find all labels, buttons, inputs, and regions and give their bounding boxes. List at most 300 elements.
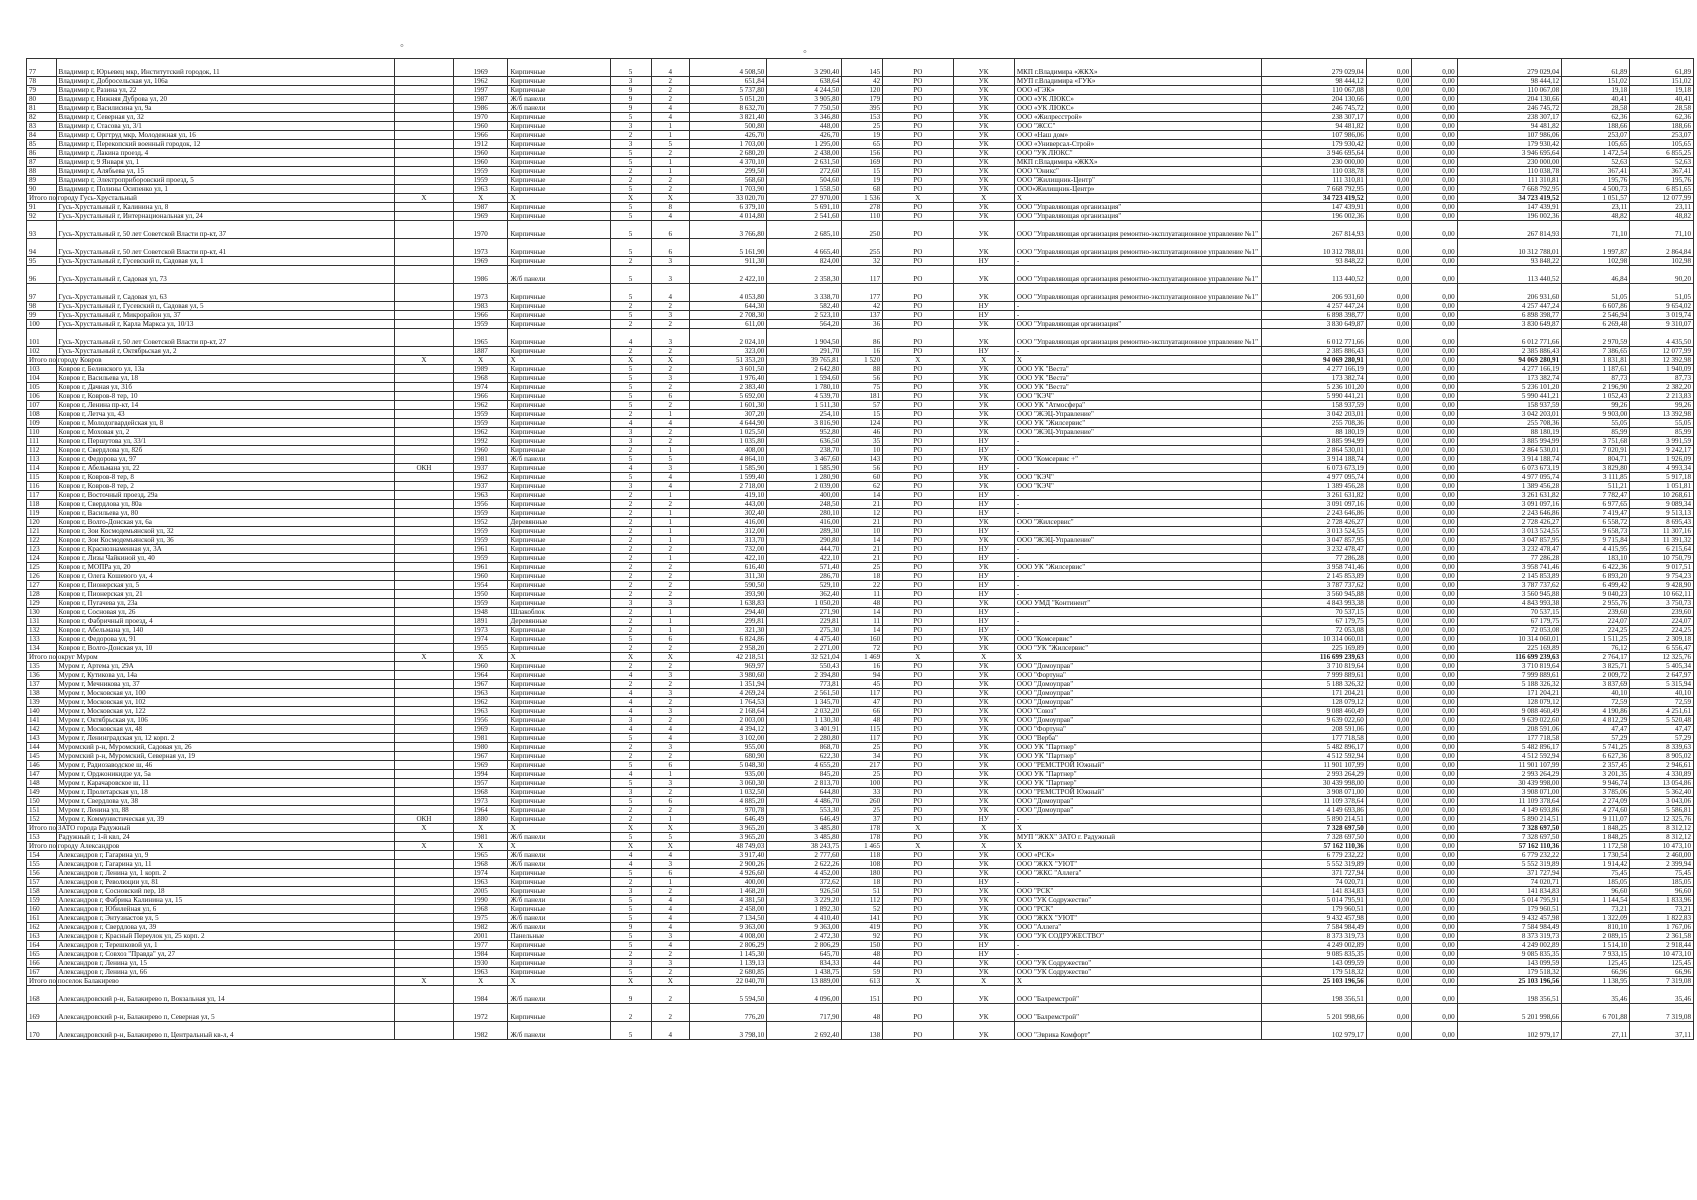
cell-col13: 6 073 673,19 bbox=[1262, 464, 1366, 473]
cell-col17: 125,45 bbox=[1562, 959, 1630, 968]
cell-col8: 3 338,70 bbox=[767, 284, 842, 302]
cell-col14: 0,00 bbox=[1366, 365, 1411, 374]
cell-col9: 16 bbox=[842, 662, 883, 671]
cell-col2 bbox=[394, 59, 453, 77]
cell-col15: 0,00 bbox=[1412, 626, 1457, 635]
cell-col8: 2 271,00 bbox=[767, 644, 842, 653]
cell-col13: 4 843 993,38 bbox=[1262, 599, 1366, 608]
cell-col12: ООО УК "Атмосфера" bbox=[1014, 401, 1262, 410]
cell-col7: 3 798,10 bbox=[690, 1022, 767, 1040]
cell-col10: РО bbox=[883, 725, 953, 734]
cell-col4: Кирпичные bbox=[508, 419, 610, 428]
cell-col17: 1 997,87 bbox=[1562, 239, 1630, 257]
cell-col14: 0,00 bbox=[1366, 302, 1411, 311]
cell-col9: 11 bbox=[842, 617, 883, 626]
cell-col16: 94 069 280,91 bbox=[1457, 356, 1561, 365]
cell-col15: 0,00 bbox=[1412, 806, 1457, 815]
cell-col11: НУ bbox=[953, 617, 1014, 626]
cell-col11: УК bbox=[953, 968, 1014, 977]
cell-col11: УК bbox=[953, 671, 1014, 680]
cell-col9: 1 536 bbox=[842, 194, 883, 203]
cell-col16: 6 073 673,19 bbox=[1457, 464, 1561, 473]
cell-col15: 0,00 bbox=[1412, 482, 1457, 491]
cell-col1: Ковров г, Белинского ул, 13а bbox=[56, 365, 394, 374]
cell-col12: - bbox=[1014, 590, 1262, 599]
cell-col14: 0,00 bbox=[1366, 689, 1411, 698]
cell-col13: 5 014 795,91 bbox=[1262, 896, 1366, 905]
table-row bbox=[27, 392, 1694, 401]
cell-col4: Кирпичные bbox=[508, 203, 610, 212]
cell-col2 bbox=[394, 239, 453, 257]
cell-col9: 14 bbox=[842, 608, 883, 617]
table-row bbox=[27, 725, 1694, 734]
cell-col17: 3 829,80 bbox=[1562, 464, 1630, 473]
table-row bbox=[27, 104, 1694, 113]
cell-col8: 4 486,70 bbox=[767, 797, 842, 806]
cell-col2 bbox=[394, 374, 453, 383]
cell-col16: 225 169,89 bbox=[1457, 644, 1561, 653]
cell-number: 152 bbox=[27, 815, 57, 824]
cell-col6: 1 bbox=[651, 770, 690, 779]
cell-col6: X bbox=[651, 824, 690, 833]
cell-col17: 6 977,65 bbox=[1562, 500, 1630, 509]
cell-col18: 8 339,63 bbox=[1630, 743, 1694, 752]
register-sheet bbox=[26, 58, 1694, 1040]
cell-col11: УК bbox=[953, 410, 1014, 419]
cell-col9: 117 bbox=[842, 689, 883, 698]
cell-col3: 1962 bbox=[453, 428, 508, 437]
cell-col16: 34 723 419,52 bbox=[1457, 194, 1561, 203]
cell-col15: 0,00 bbox=[1412, 698, 1457, 707]
cell-col1: Ковров г, Краснознаменная ул, 3А bbox=[56, 545, 394, 554]
cell-col6: 1 bbox=[651, 626, 690, 635]
cell-col15: 0,00 bbox=[1412, 545, 1457, 554]
cell-number: 157 bbox=[27, 878, 57, 887]
cell-col10: РО bbox=[883, 581, 953, 590]
cell-col10: РО bbox=[883, 518, 953, 527]
cell-col6: 3 bbox=[651, 707, 690, 716]
cell-col18: 4 435,50 bbox=[1630, 329, 1694, 347]
cell-col6: 4 bbox=[651, 905, 690, 914]
cell-number: 124 bbox=[27, 554, 57, 563]
cell-col9: 60 bbox=[842, 473, 883, 482]
cell-col11: УК bbox=[953, 1022, 1014, 1040]
cell-col14: 0,00 bbox=[1366, 491, 1411, 500]
cell-col2 bbox=[394, 662, 453, 671]
cell-col5: 5 bbox=[610, 392, 651, 401]
cell-col11: НУ bbox=[953, 446, 1014, 455]
cell-col5: 5 bbox=[610, 266, 651, 284]
cell-col18: 99,26 bbox=[1630, 401, 1694, 410]
cell-col2 bbox=[394, 743, 453, 752]
cell-col15: 0,00 bbox=[1412, 356, 1457, 365]
cell-col4: Кирпичные bbox=[508, 698, 610, 707]
cell-col7: 33 020,70 bbox=[690, 194, 767, 203]
cell-number: Итого по городу Александров bbox=[27, 842, 57, 851]
cell-col8: 529,10 bbox=[767, 581, 842, 590]
cell-col3: 1969 bbox=[453, 212, 508, 221]
table-row bbox=[27, 743, 1694, 752]
cell-col10: РО bbox=[883, 536, 953, 545]
cell-col9: 117 bbox=[842, 734, 883, 743]
cell-col8: 1 780,10 bbox=[767, 383, 842, 392]
cell-col3: 1959 bbox=[453, 176, 508, 185]
cell-col17: 6 701,88 bbox=[1562, 1004, 1630, 1022]
cell-col8: 38 243,75 bbox=[767, 842, 842, 851]
cell-col3: 1962 bbox=[453, 401, 508, 410]
cell-col6: 2 bbox=[651, 347, 690, 356]
table-row bbox=[27, 221, 1694, 239]
cell-col9: 45 bbox=[842, 680, 883, 689]
cell-col9: 86 bbox=[842, 329, 883, 347]
cell-col12: ООО УК "Партнер" bbox=[1014, 752, 1262, 761]
cell-col2 bbox=[394, 950, 453, 959]
cell-col5: 5 bbox=[610, 203, 651, 212]
cell-col17: 51,05 bbox=[1562, 284, 1630, 302]
cell-col18: 96,60 bbox=[1630, 887, 1694, 896]
cell-col15: 0,00 bbox=[1412, 374, 1457, 383]
cell-col8: 2 622,26 bbox=[767, 860, 842, 869]
cell-col3: 1959 bbox=[453, 419, 508, 428]
cell-col17: 4 415,95 bbox=[1562, 545, 1630, 554]
cell-col9: 59 bbox=[842, 968, 883, 977]
cell-col16: 3 830 649,87 bbox=[1457, 320, 1561, 329]
cell-col16: 2 993 264,29 bbox=[1457, 770, 1561, 779]
cell-col3: 1966 bbox=[453, 392, 508, 401]
cell-col10: РО bbox=[883, 797, 953, 806]
table-row bbox=[27, 878, 1694, 887]
cell-col15: 0,00 bbox=[1412, 905, 1457, 914]
cell-col14: 0,00 bbox=[1366, 158, 1411, 167]
cell-col10: РО bbox=[883, 392, 953, 401]
cell-col9: 72 bbox=[842, 644, 883, 653]
cell-col17: 2 970,59 bbox=[1562, 329, 1630, 347]
cell-col15: 0,00 bbox=[1412, 725, 1457, 734]
cell-col12: X bbox=[1014, 977, 1262, 986]
cell-col5: 3 bbox=[610, 428, 651, 437]
cell-col13: 179 518,32 bbox=[1262, 968, 1366, 977]
cell-col2 bbox=[394, 158, 453, 167]
cell-col18: 40,41 bbox=[1630, 95, 1694, 104]
cell-col13: 3 958 741,46 bbox=[1262, 563, 1366, 572]
cell-col6: 2 bbox=[651, 365, 690, 374]
cell-col8: 3 816,90 bbox=[767, 419, 842, 428]
cell-col12: ООО "Жилсервис" bbox=[1014, 518, 1262, 527]
cell-col12: ООО "Управляющая организация ремонтно-эксплуатационное управление №1" bbox=[1014, 221, 1262, 239]
cell-col15: 0,00 bbox=[1412, 1022, 1457, 1040]
cell-col16: 2 385 886,43 bbox=[1457, 347, 1561, 356]
cell-col6: 2 bbox=[651, 383, 690, 392]
cell-col17: 1 472,54 bbox=[1562, 149, 1630, 158]
cell-col14: 0,00 bbox=[1366, 941, 1411, 950]
cell-col2 bbox=[394, 536, 453, 545]
cell-col14: 0,00 bbox=[1366, 581, 1411, 590]
cell-col16: 3 013 524,55 bbox=[1457, 527, 1561, 536]
cell-col13: 11 901 107,99 bbox=[1262, 761, 1366, 770]
cell-col8: 1 438,75 bbox=[767, 968, 842, 977]
cell-col3: 1962 bbox=[453, 77, 508, 86]
cell-col5: 3 bbox=[610, 599, 651, 608]
table-row bbox=[27, 383, 1694, 392]
cell-col17: 195,76 bbox=[1562, 176, 1630, 185]
cell-col6: 2 bbox=[651, 644, 690, 653]
cell-col9: 14 bbox=[842, 536, 883, 545]
cell-col10: РО bbox=[883, 158, 953, 167]
table-row bbox=[27, 131, 1694, 140]
cell-col2 bbox=[394, 329, 453, 347]
table-row bbox=[27, 347, 1694, 356]
cell-col17: 3 785,06 bbox=[1562, 788, 1630, 797]
cell-col17: 9 715,84 bbox=[1562, 536, 1630, 545]
cell-col15: 0,00 bbox=[1412, 329, 1457, 347]
cell-col15: 0,00 bbox=[1412, 878, 1457, 887]
cell-col5: 5 bbox=[610, 635, 651, 644]
subtotal-row bbox=[27, 194, 1694, 203]
cell-col13: 179 930,42 bbox=[1262, 140, 1366, 149]
cell-col6: 4 bbox=[651, 473, 690, 482]
cell-col14: 0,00 bbox=[1366, 473, 1411, 482]
cell-col3: X bbox=[453, 824, 508, 833]
cell-col15: 0,00 bbox=[1412, 923, 1457, 932]
cell-col11: НУ bbox=[953, 815, 1014, 824]
cell-col17: 7 020,91 bbox=[1562, 446, 1630, 455]
cell-number: 113 bbox=[27, 455, 57, 464]
cell-col14: 0,00 bbox=[1366, 959, 1411, 968]
cell-col17: 1 172,58 bbox=[1562, 842, 1630, 851]
cell-col9: 25 bbox=[842, 770, 883, 779]
cell-col18: 1 051,81 bbox=[1630, 482, 1694, 491]
cell-col12: - bbox=[1014, 347, 1262, 356]
cell-col15: 0,00 bbox=[1412, 896, 1457, 905]
cell-col4: Кирпичные bbox=[508, 680, 610, 689]
cell-col4: Кирпичные bbox=[508, 212, 610, 221]
cell-col7: 3 980,60 bbox=[690, 671, 767, 680]
cell-col16: 57 162 110,36 bbox=[1457, 842, 1561, 851]
cell-col17: 76,12 bbox=[1562, 644, 1630, 653]
cell-col10: РО bbox=[883, 473, 953, 482]
cell-col1: Гусь-Хрустальный г, Гусевский п, Садовая ул, 5 bbox=[56, 302, 394, 311]
cell-col14: 0,00 bbox=[1366, 518, 1411, 527]
cell-col1: Владимир г, Полины Осипенко ул, 1 bbox=[56, 185, 394, 194]
cell-col5: 3 bbox=[610, 122, 651, 131]
cell-col1: Муром г, Карачаровское ш, 11 bbox=[56, 779, 394, 788]
cell-col9: 153 bbox=[842, 113, 883, 122]
cell-col13: 4 512 592,94 bbox=[1262, 752, 1366, 761]
cell-col11: УК bbox=[953, 482, 1014, 491]
cell-col11: УК bbox=[953, 167, 1014, 176]
cell-col9: 19 bbox=[842, 176, 883, 185]
cell-col5: 3 bbox=[610, 482, 651, 491]
cell-number: 81 bbox=[27, 104, 57, 113]
table-row bbox=[27, 176, 1694, 185]
cell-col17: 188,66 bbox=[1562, 122, 1630, 131]
cell-col13: 371 727,94 bbox=[1262, 869, 1366, 878]
cell-col3: 1969 bbox=[453, 725, 508, 734]
cell-col1: Александровский р-н, Балакирево п, Северная ул, 5 bbox=[56, 1004, 394, 1022]
cell-col5: 2 bbox=[610, 500, 651, 509]
cell-col2 bbox=[394, 473, 453, 482]
cell-col10: РО bbox=[883, 860, 953, 869]
cell-col16: 208 591,06 bbox=[1457, 725, 1561, 734]
cell-col16: 4 257 447,24 bbox=[1457, 302, 1561, 311]
cell-col2 bbox=[394, 401, 453, 410]
cell-col8: 286,70 bbox=[767, 572, 842, 581]
cell-col1 bbox=[56, 356, 394, 365]
cell-col12: ООО "Управляющая организация" bbox=[1014, 212, 1262, 221]
cell-col3: 1964 bbox=[453, 806, 508, 815]
cell-col4: Кирпичные bbox=[508, 590, 610, 599]
cell-col11: УК bbox=[953, 122, 1014, 131]
table-row bbox=[27, 896, 1694, 905]
cell-col16: 9 085 835,35 bbox=[1457, 950, 1561, 959]
cell-col15: 0,00 bbox=[1412, 95, 1457, 104]
cell-col8: 275,30 bbox=[767, 626, 842, 635]
cell-col7: 3 601,50 bbox=[690, 365, 767, 374]
cell-number: 115 bbox=[27, 473, 57, 482]
cell-col3: 1956 bbox=[453, 500, 508, 509]
cell-col18: 2 361,58 bbox=[1630, 932, 1694, 941]
cell-col10: РО bbox=[883, 869, 953, 878]
cell-col3: 1984 bbox=[453, 950, 508, 959]
cell-col1: Александров г, Революции ул, 81 bbox=[56, 878, 394, 887]
cell-col11: УК bbox=[953, 986, 1014, 1004]
cell-col6: 3 bbox=[651, 959, 690, 968]
cell-number: Итого по поселок Балакирево bbox=[27, 977, 57, 986]
table-row bbox=[27, 554, 1694, 563]
cell-col16: 10 314 060,01 bbox=[1457, 635, 1561, 644]
cell-col2 bbox=[394, 131, 453, 140]
cell-col4: Ж/б панели bbox=[508, 455, 610, 464]
cell-col15: 0,00 bbox=[1412, 752, 1457, 761]
cell-col10: РО bbox=[883, 239, 953, 257]
cell-col12: - bbox=[1014, 257, 1262, 266]
cell-col13: 5 552 319,89 bbox=[1262, 860, 1366, 869]
cell-col1: Муром г, Московская ул, 122 bbox=[56, 707, 394, 716]
cell-col10: РО bbox=[883, 509, 953, 518]
cell-col15: 0,00 bbox=[1412, 932, 1457, 941]
table-row bbox=[27, 482, 1694, 491]
cell-number: 100 bbox=[27, 320, 57, 329]
cell-col3: 1968 bbox=[453, 788, 508, 797]
cell-col3: 1955 bbox=[453, 644, 508, 653]
cell-col3: 1959 bbox=[453, 527, 508, 536]
cell-col17: 72,59 bbox=[1562, 698, 1630, 707]
cell-col11: УК bbox=[953, 599, 1014, 608]
cell-col14: 0,00 bbox=[1366, 194, 1411, 203]
cell-col18: 10 662,11 bbox=[1630, 590, 1694, 599]
cell-col13: 177 718,58 bbox=[1262, 734, 1366, 743]
cell-col9: 156 bbox=[842, 149, 883, 158]
cell-col11: УК bbox=[953, 329, 1014, 347]
cell-col14: 0,00 bbox=[1366, 671, 1411, 680]
cell-col6: 1 bbox=[651, 131, 690, 140]
cell-col18: 8 905,02 bbox=[1630, 752, 1694, 761]
cell-col6: 6 bbox=[651, 392, 690, 401]
cell-col17: 47,47 bbox=[1562, 725, 1630, 734]
cell-col11: НУ bbox=[953, 554, 1014, 563]
cell-col13: 94 069 280,91 bbox=[1262, 356, 1366, 365]
cell-col18: 12 392,98 bbox=[1630, 356, 1694, 365]
cell-col9: 10 bbox=[842, 446, 883, 455]
table-row bbox=[27, 410, 1694, 419]
cell-col8: 291,70 bbox=[767, 347, 842, 356]
cell-col9: 124 bbox=[842, 419, 883, 428]
cell-col4: X bbox=[508, 653, 610, 662]
cell-col2 bbox=[394, 491, 453, 500]
cell-col4: Ж/б панели bbox=[508, 914, 610, 923]
cell-col18: 2 946,61 bbox=[1630, 761, 1694, 770]
cell-col15: 0,00 bbox=[1412, 437, 1457, 446]
cell-number: 154 bbox=[27, 851, 57, 860]
cell-col3: 1977 bbox=[453, 941, 508, 950]
cell-number: 107 bbox=[27, 401, 57, 410]
cell-col10: РО bbox=[883, 482, 953, 491]
cell-col17: 35,46 bbox=[1562, 986, 1630, 1004]
cell-col5: 2 bbox=[610, 257, 651, 266]
cell-col1: Александров г, Фабрика Калинина ул, 15 bbox=[56, 896, 394, 905]
cell-col1: Ковров г, Ковров-8 тер, 2 bbox=[56, 482, 394, 491]
cell-col18: 9 428,90 bbox=[1630, 581, 1694, 590]
cell-col14: 0,00 bbox=[1366, 176, 1411, 185]
cell-col5: 2 bbox=[610, 131, 651, 140]
cell-col15: 0,00 bbox=[1412, 563, 1457, 572]
table-row bbox=[27, 932, 1694, 941]
cell-col12: - bbox=[1014, 302, 1262, 311]
cell-number: 165 bbox=[27, 950, 57, 959]
cell-col6: 6 bbox=[651, 635, 690, 644]
cell-col2 bbox=[394, 590, 453, 599]
cell-col6: 3 bbox=[651, 743, 690, 752]
cell-col1: Муром г, Московская ул, 102 bbox=[56, 698, 394, 707]
cell-col16: 25 103 196,56 bbox=[1457, 977, 1561, 986]
cell-col6: 3 bbox=[651, 671, 690, 680]
cell-col9: 21 bbox=[842, 545, 883, 554]
cell-col5: 5 bbox=[610, 365, 651, 374]
cell-col3: 1994 bbox=[453, 770, 508, 779]
cell-col10: РО bbox=[883, 401, 953, 410]
cell-col9: 160 bbox=[842, 635, 883, 644]
cell-col14: 0,00 bbox=[1366, 977, 1411, 986]
cell-col4: Кирпичные bbox=[508, 662, 610, 671]
cell-col7: 2 003,00 bbox=[690, 716, 767, 725]
cell-number: 116 bbox=[27, 482, 57, 491]
cell-col10: РО bbox=[883, 770, 953, 779]
cell-number: 117 bbox=[27, 491, 57, 500]
cell-col14: 0,00 bbox=[1366, 59, 1411, 77]
cell-col7: 5 161,90 bbox=[690, 239, 767, 257]
cell-col8: 4 665,40 bbox=[767, 239, 842, 257]
table-row bbox=[27, 95, 1694, 104]
cell-col1: Ковров г, Ленина пр-кт, 14 bbox=[56, 401, 394, 410]
cell-col17: 73,21 bbox=[1562, 905, 1630, 914]
cell-col8: 3 401,91 bbox=[767, 725, 842, 734]
cell-col4: Кирпичные bbox=[508, 635, 610, 644]
cell-col15: 0,00 bbox=[1412, 653, 1457, 662]
cell-col14: 0,00 bbox=[1366, 806, 1411, 815]
cell-col14: 0,00 bbox=[1366, 77, 1411, 86]
cell-col14: 0,00 bbox=[1366, 761, 1411, 770]
cell-col6: 4 bbox=[651, 941, 690, 950]
cell-col3: X bbox=[453, 842, 508, 851]
cell-col15: 0,00 bbox=[1412, 113, 1457, 122]
cell-col13: 3 042 203,01 bbox=[1262, 410, 1366, 419]
cell-col2 bbox=[394, 203, 453, 212]
cell-col5: 2 bbox=[610, 176, 651, 185]
cell-col8: 1 904,50 bbox=[767, 329, 842, 347]
cell-col10: РО bbox=[883, 833, 953, 842]
cell-col2 bbox=[394, 581, 453, 590]
cell-col18: 1 940,09 bbox=[1630, 365, 1694, 374]
